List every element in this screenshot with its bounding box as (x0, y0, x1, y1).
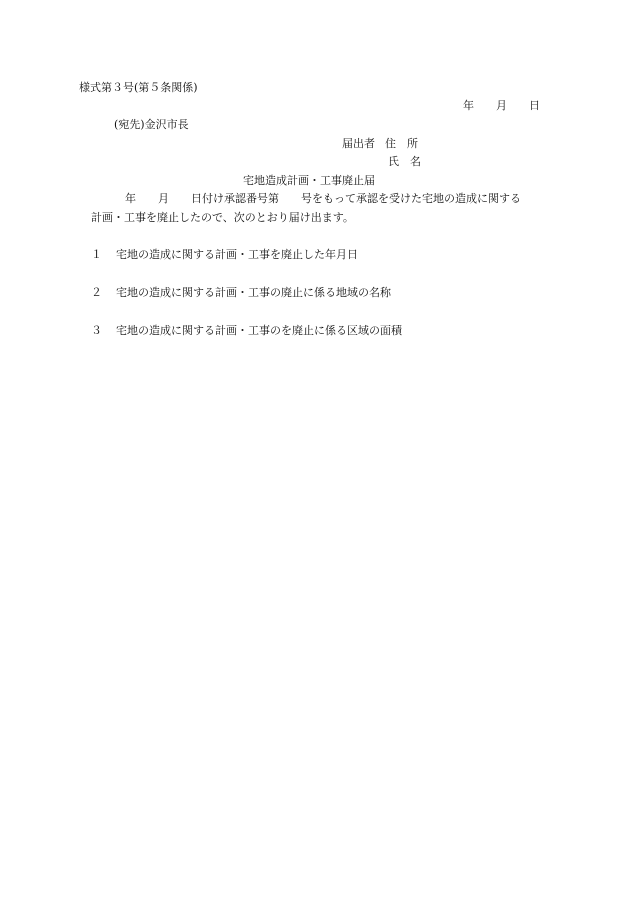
date-year: 年 (463, 99, 474, 112)
document-title: 宅地造成計画・工事廃止届 (243, 174, 375, 187)
date-day: 日 (529, 99, 540, 112)
applicant-address-line (342, 137, 418, 151)
date-line (463, 99, 540, 113)
body-line-1 (125, 192, 521, 206)
item-number: ３ (91, 324, 102, 337)
form-number: 様式第３号(第５条関係) (79, 81, 198, 94)
item-number: ２ (91, 286, 102, 299)
item-text: 宅地の造成に関する計画・工事の廃止に係る地域の名称 (116, 286, 391, 299)
applicant-label: 届出者 (342, 137, 375, 150)
body-month: 月 (158, 192, 169, 205)
list-item (91, 286, 391, 300)
body-text-2: 号をもって承認を受けた宅地の造成に関する (301, 192, 521, 205)
date-month: 月 (496, 99, 507, 112)
address-label: 住 所 (385, 137, 418, 150)
addressee: (宛先)金沢市長 (114, 118, 189, 131)
item-text: 宅地の造成に関する計画・工事のを廃止に係る区域の面積 (116, 324, 402, 337)
list-item (91, 324, 402, 338)
list-item (91, 248, 358, 262)
applicant-name-label: 氏 名 (388, 155, 421, 168)
item-text: 宅地の造成に関する計画・工事を廃止した年月日 (116, 248, 358, 261)
body-text-1: 日付け承認番号第 (191, 192, 279, 205)
item-number: １ (91, 248, 102, 261)
body-year: 年 (125, 192, 136, 205)
body-line-2: 計画・工事を廃止したので、次のとおり届け出ます。 (91, 211, 354, 224)
